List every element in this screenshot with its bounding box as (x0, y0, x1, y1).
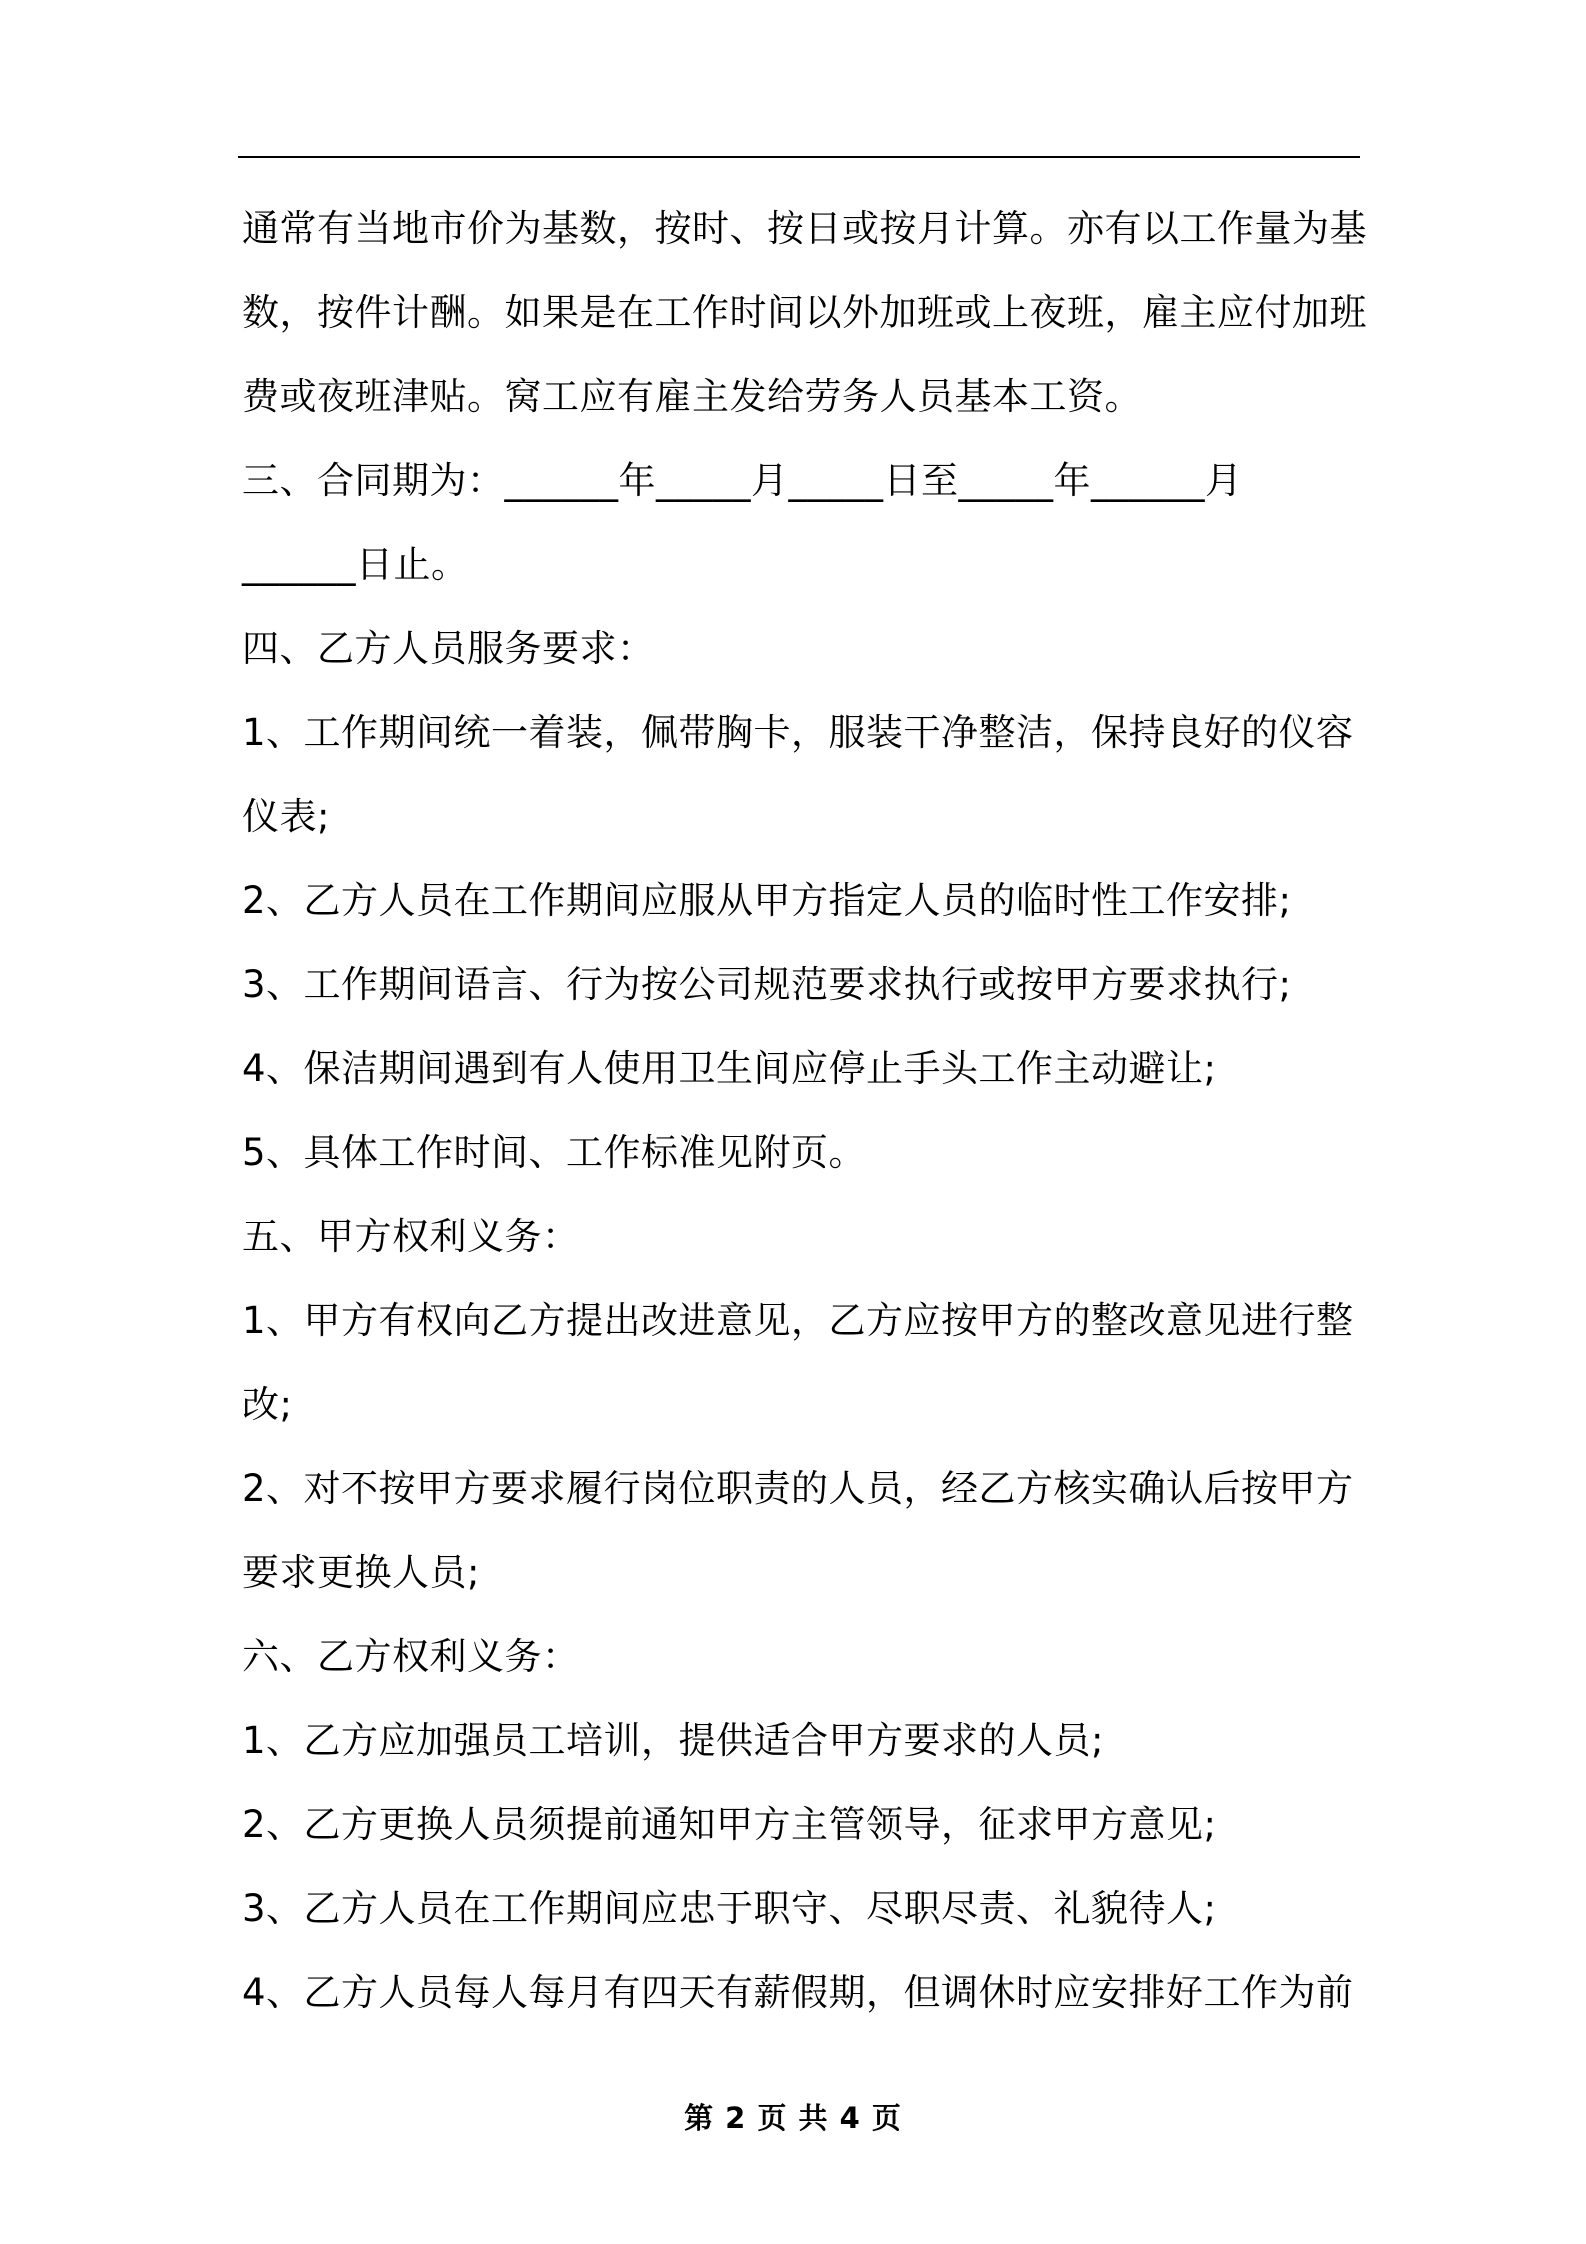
contract-period-end-line: ______日止。 (242, 543, 469, 586)
header-rule (238, 156, 1360, 158)
list-item: 2、对不按甲方要求履行岗位职责的人员，经乙方核实确认后按甲方 (242, 1467, 1354, 1510)
page-number: 第 2 页 共 4 页 (684, 2101, 902, 2135)
text-line: 通常有当地市价为基数，按时、按日或按月计算。亦有以工作量为基 (242, 207, 1367, 250)
section-heading-party-b-rights: 六、乙方权利义务： (242, 1635, 580, 1678)
section-heading-party-a-rights: 五、甲方权利义务： (242, 1215, 580, 1258)
list-item-continuation: 要求更换人员; (242, 1551, 480, 1594)
list-item: 4、乙方人员每人每月有四天有薪假期，但调休时应安排好工作为前 (242, 1971, 1354, 2014)
text-line: 数，按件计酬。如果是在工作时间以外加班或上夜班，雇主应付加班 (242, 291, 1367, 334)
section-heading-service-requirements: 四、乙方人员服务要求： (242, 627, 655, 670)
list-item: 4、保洁期间遇到有人使用卫生间应停止手头工作主动避让; (242, 1047, 1217, 1090)
list-item: 3、工作期间语言、行为按公司规范要求执行或按甲方要求执行; (242, 963, 1292, 1006)
document-body (242, 198, 1367, 2046)
list-item: 2、乙方更换人员须提前通知甲方主管领导，征求甲方意见; (242, 1803, 1217, 1846)
text-line: 费或夜班津贴。窝工应有雇主发给劳务人员基本工资。 (242, 375, 1142, 418)
list-item: 1、工作期间统一着装，佩带胸卡，服装干净整洁，保持良好的仪容 (242, 711, 1354, 754)
list-item: 1、乙方应加强员工培训，提供适合甲方要求的人员; (242, 1719, 1105, 1762)
list-item: 3、乙方人员在工作期间应忠于职守、尽职尽责、礼貌待人; (242, 1887, 1217, 1930)
list-item: 1、甲方有权向乙方提出改进意见，乙方应按甲方的整改意见进行整 (242, 1299, 1354, 1342)
list-item-continuation: 改; (242, 1383, 293, 1426)
contract-period-line: 三、合同期为：______年_____月_____日至_____年______月 (242, 459, 1243, 502)
list-item-continuation: 仪表; (242, 795, 330, 838)
list-item: 5、具体工作时间、工作标准见附页。 (242, 1131, 867, 1174)
list-item: 2、乙方人员在工作期间应服从甲方指定人员的临时性工作安排; (242, 879, 1292, 922)
